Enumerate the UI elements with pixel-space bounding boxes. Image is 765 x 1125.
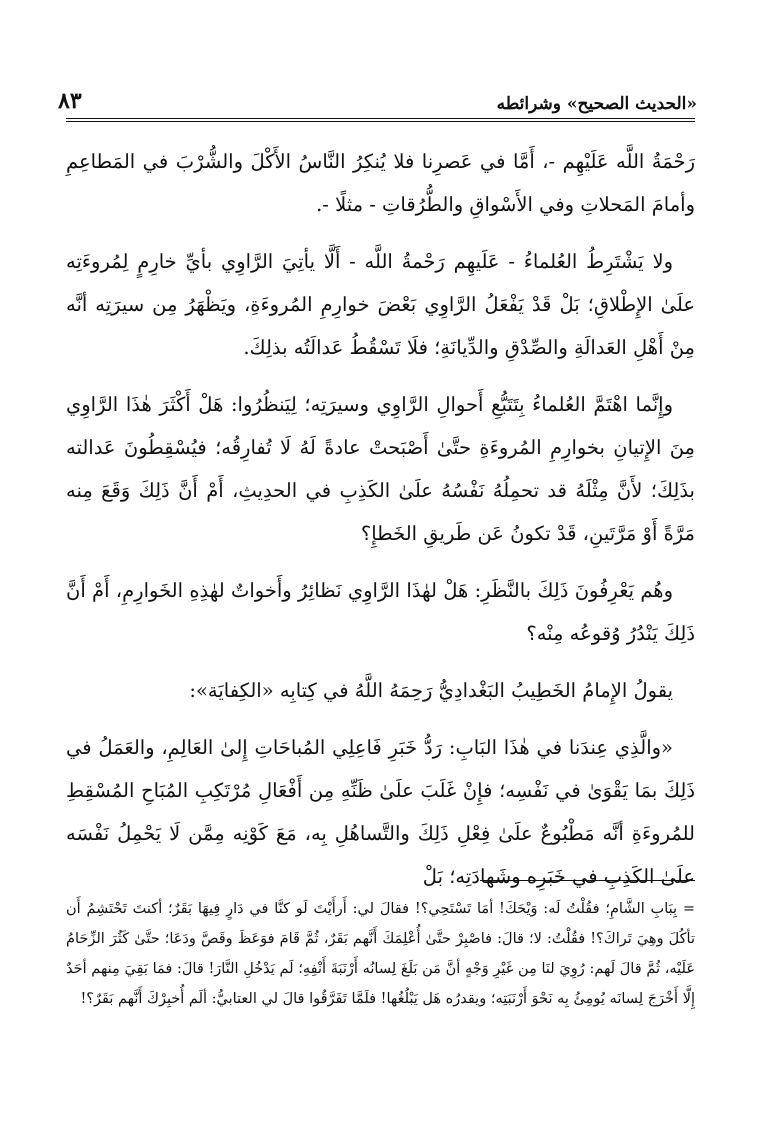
header-divider	[66, 118, 695, 122]
main-text	[66, 140, 695, 912]
page-number: ٨٣	[58, 88, 82, 114]
paragraph: يقولُ الإِمامُ الخَطِيبُ البَغْدادِيُّ رَحِمَهُ اللَّهُ في كِتابِه «الكِفايَة»:	[189, 679, 673, 702]
footnote-text: = بِبَابِ الشَّامِ؛ فقُلْتُ لَه: وَيْحَكَ! أمَا تَسْتَحِي؟! فقالَ لي: أَرأَيْتَ لَو كنَّا في دَارٍ فِيهَا بَقَرٌ؛ أكنتَ تَحْتَشِمُ أَن تأكُلَ وهِيَ تَراكَ؟! فقُلْتُ: لا؛ قالَ: فاصْبِرْ حتَّىٰ أُعْلِمَكَ أَنَّهم بَقَرٌ، ثُمَّ قَامَ فوَعَظَ وقَصَّ ودَعَا؛ حتَّىٰ كَثُرَ الزِّحَامُ عَلَيْه، ثُمَّ قالَ لَهم: رُوِيَ لنَا مِن غَيْرِ وَجْهٍ أنَّ مَن بَلَغَ لِسانُه أَرْنَبَةَ أَنْفِهِ؛ لَم يَدْخُلِ النَّارَ! قالَ: فمَا بَقِيَ مِنهم أحَدٌ إِلَّا أَخْرَجَ لِسانَه يُومِئُ بِه نَحْوَ أَرْنَبَتِه؛ ويقدرُه هَل يَبْلُغُها! فلَمَّا تَفَرَّقُوا قالَ لي العتابيُّ: ألَم أُخبِرْكَ أَنَّهم بَقَرٌ؟!	[66, 901, 695, 1007]
paragraph: ولا يَشْتَرِطُ العُلماءُ - عَلَيهِم رَحْمةُ اللَّه - أَلَّا يأتِيَ الرَّاوِي بأيِّ خارِمٍ لِمُروءَتِه علَىٰ الإِطْلاقِ؛ بَلْ قَدْ يَفْعَلُ الرَّاوِي بَعْضَ خوارِمِ المُروءَةِ، ويَظْهَرُ مِن سيرَتِه أنَّه مِنْ أَهْلِ العَدالَةِ والصِّدْقِ والدِّيانَةِ؛ فلَا تَسْقُطُ عَدالَتُه بذلِكَ.	[66, 250, 695, 359]
running-title: «الحديث الصحيح» وشرائطه	[496, 94, 697, 114]
paragraph: رَحْمَةُ اللَّه عَلَيْهِم -، أَمَّا في عَصرِنا فلا يُنكِرُ النَّاسُ الأَكْلَ والشُّرْبَ في المَطاعِمِ وأمامَ المَحلاتِ وفي الأَسْواقِ والطُّرُقاتِ - مثلًا -.	[66, 150, 695, 216]
quotation-paragraph: «والَّذِي عِندَنا في هٰذَا البَابِ: رَدُّ خَبَرِ فَاعِلِي المُباحَاتِ إِلىٰ العَالِمِ، والعَمَلُ في ذَلِكَ بمَا يَقْوَىٰ في نَفْسِه؛ فإِنْ غَلَبَ علَىٰ ظَنِّهِ مِن أَفْعَالِ مُرْتَكِبِ المُبَاحِ المُسْقِطِ للمُروءَةِ أنَّه مَطْبُوعٌ علَىٰ فِعْلِ ذَلِكَ والتَّساهُلِ بِه، مَعَ كَوْنِه مِمَّن لَا يَحْمِلُ نَفْسَه علَىٰ الكَذِبِ في خَبَرِه وشَهادَتِه؛ بَلْ	[66, 736, 695, 888]
page-header	[58, 78, 697, 114]
paragraph: وهُم يَعْرِفُونَ ذَلِكَ بالنَّظَرِ: هَلْ لهٰذَا الرَّاوِي نَظائِرُ وأَخواتٌ لهٰذِهِ الخَوارِمِ، أَمْ أَنَّ ذَلِكَ يَنْدُرُ وُقوعُه مِنْه؟	[66, 579, 695, 645]
footnote-divider	[480, 880, 695, 881]
paragraph: وإِنَّما اهْتَمَّ العُلماءُ بِتَتَبُّعِ أَحوالِ الرَّاوِي وسيرَتِه؛ لِيَنظُرُوا: هَلْ أَكْثَرَ هٰذَا الرَّاوِي مِنَ الإِتيانِ بخوارِمِ المُروءَةِ حتَّىٰ أَصْبَحتْ عادةً لَهُ لَا تُفارِقُه؛ فيُسْقِطُونَ عَدالته بذَلِكَ؛ لأَنَّ مِثْلَهُ قد تحمِلُهُ نَفْسُهُ علَىٰ الكَذِبِ في الحدِيثِ، أَمْ أَنَّ ذَلِكَ وَقَعَ مِنه مَرَّةً أَوْ مَرَّتَينِ، قَدْ تكونُ عَن طَريقِ الخَطإِ؟	[66, 393, 695, 545]
footnotes	[66, 894, 695, 1014]
